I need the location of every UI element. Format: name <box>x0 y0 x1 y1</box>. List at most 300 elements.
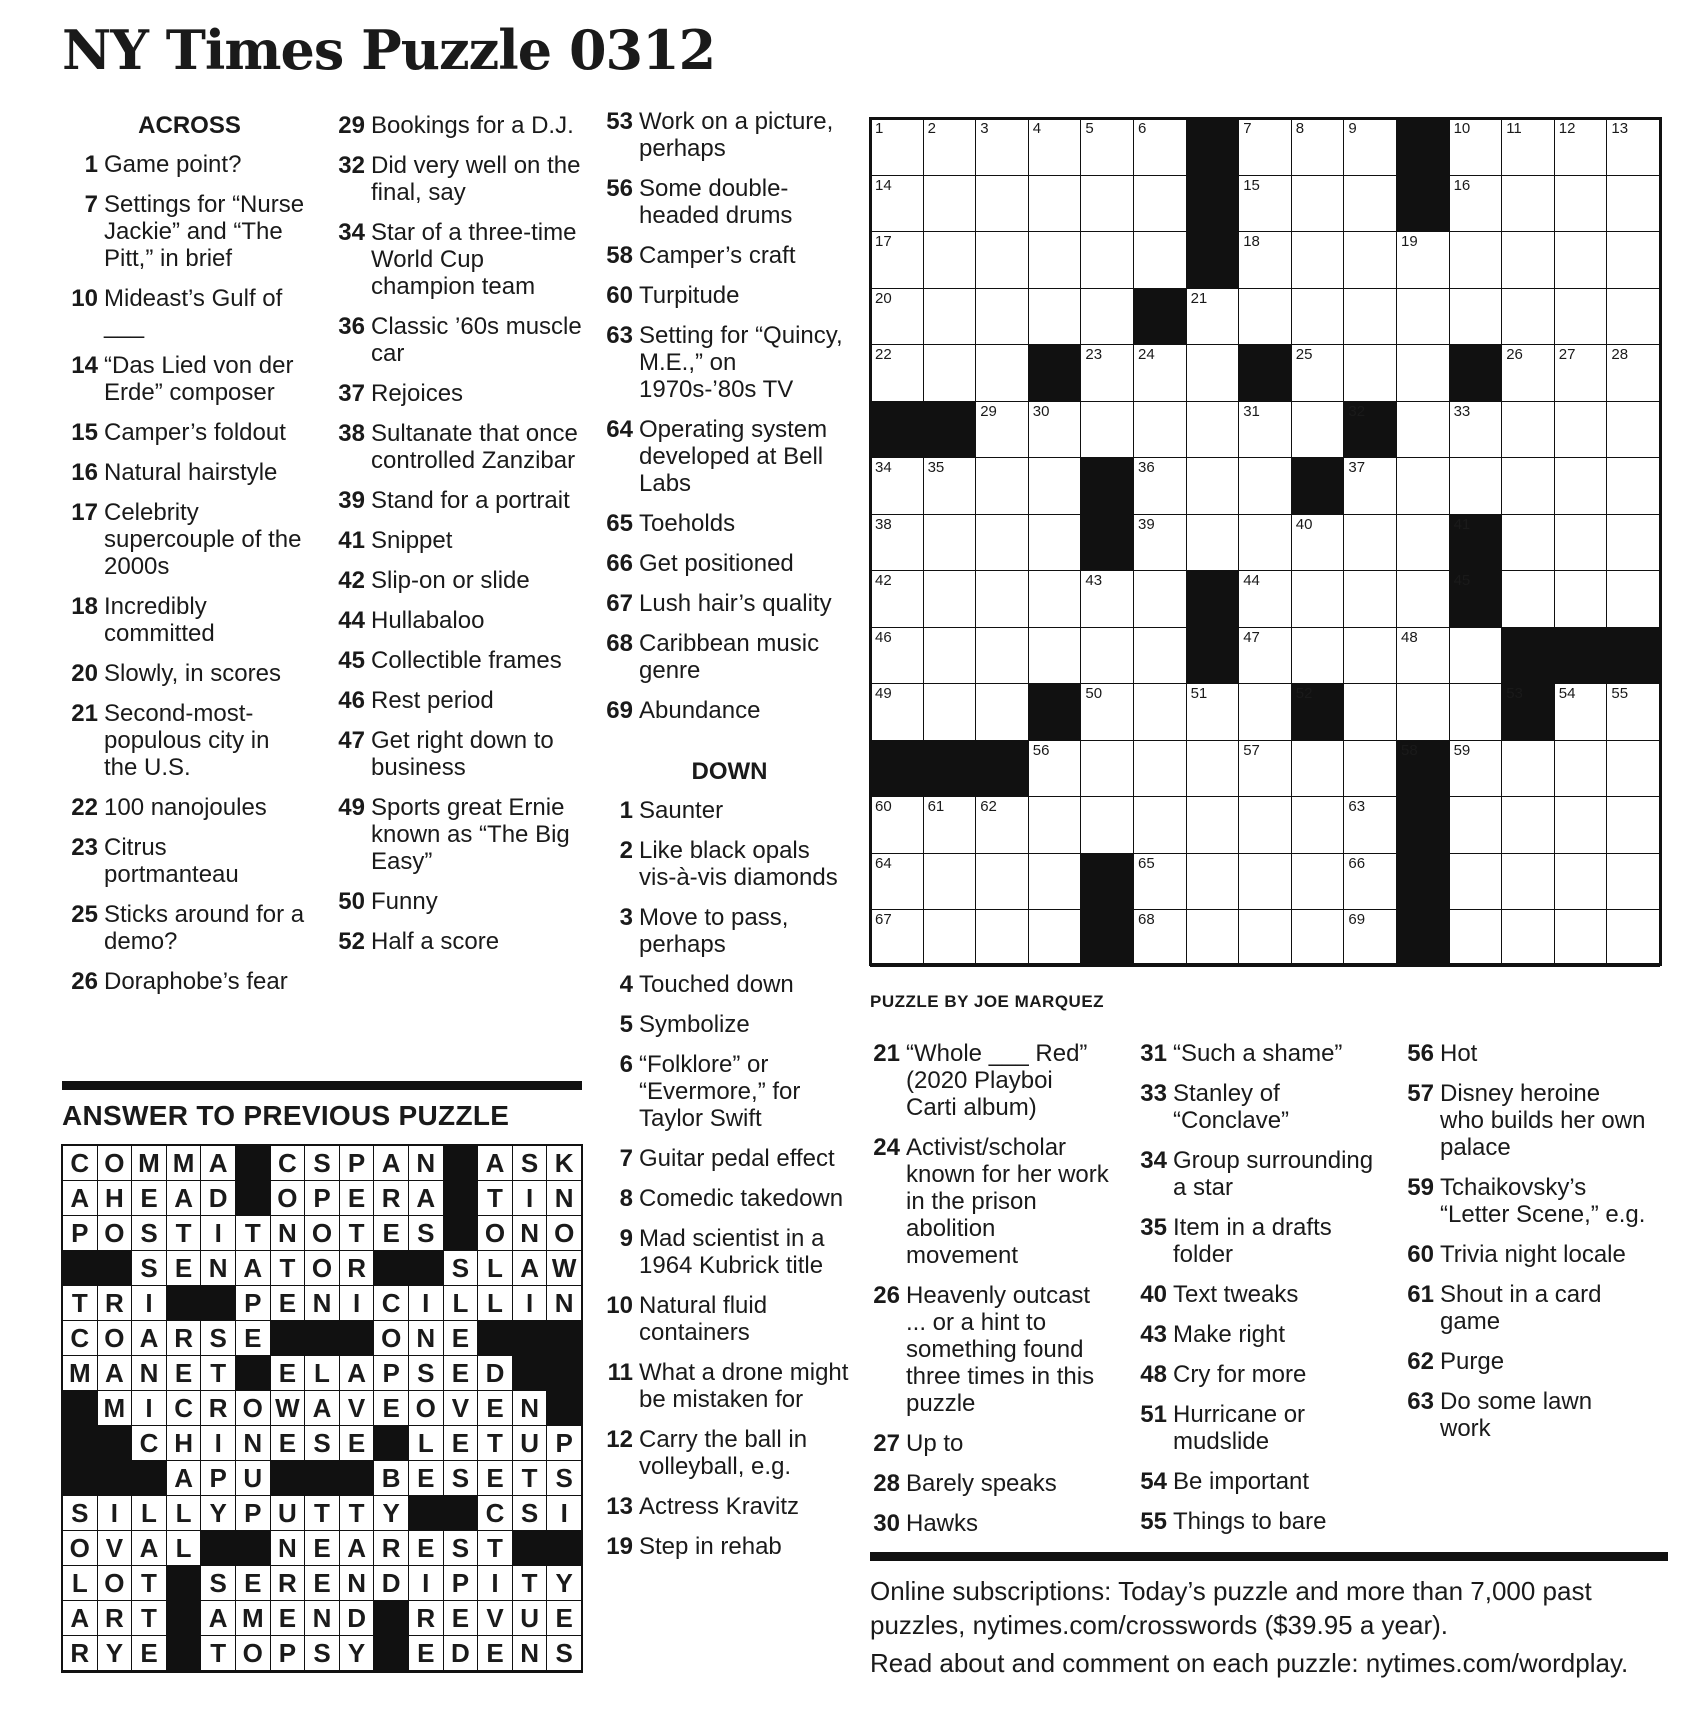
grid-cell[interactable] <box>975 570 1029 628</box>
grid-cell[interactable] <box>1554 570 1608 628</box>
grid-cell[interactable] <box>1133 231 1187 289</box>
clue-text: Bookings for a D.J. <box>371 112 574 139</box>
grid-cell[interactable] <box>1186 457 1240 515</box>
grid-cell[interactable] <box>1554 683 1608 741</box>
answer-block <box>270 1320 306 1356</box>
answer-cell: R <box>97 1600 133 1636</box>
grid-cell[interactable] <box>1449 909 1503 967</box>
grid-cell[interactable] <box>1028 853 1082 911</box>
grid-block <box>1291 457 1345 515</box>
grid-cell[interactable] <box>923 570 977 628</box>
clue-number: 30 <box>873 1510 900 1537</box>
grid-cell[interactable] <box>1343 909 1397 967</box>
grid-cell[interactable] <box>1396 401 1450 459</box>
grid-cell[interactable] <box>923 853 977 911</box>
grid-cell[interactable] <box>1449 175 1503 233</box>
clue-item <box>597 510 852 537</box>
grid-block <box>870 401 924 459</box>
grid-cell[interactable] <box>1501 570 1555 628</box>
answer-cell: I <box>512 1180 548 1216</box>
grid-cell[interactable] <box>1238 853 1292 911</box>
grid-cell[interactable] <box>1449 683 1503 741</box>
grid-cell[interactable] <box>923 288 977 346</box>
clue-item <box>62 352 307 406</box>
clue-item <box>597 1292 852 1346</box>
grid-cell[interactable] <box>870 570 924 628</box>
grid-cell[interactable] <box>1554 796 1608 854</box>
grid-cell[interactable] <box>1501 909 1555 967</box>
grid-cell[interactable] <box>1133 401 1187 459</box>
answer-cell: S <box>443 1530 479 1566</box>
clue-number: 48 <box>1140 1361 1167 1388</box>
clue-item <box>1131 1401 1381 1455</box>
answer-cell: S <box>304 1635 340 1671</box>
grid-cell[interactable] <box>1449 796 1503 854</box>
answer-block <box>339 1320 375 1356</box>
answer-cell: T <box>62 1285 98 1321</box>
grid-cell[interactable] <box>1606 457 1660 515</box>
grid-cell[interactable] <box>1133 627 1187 685</box>
answer-block <box>373 1635 409 1671</box>
answer-cell: S <box>512 1495 548 1531</box>
grid-cell[interactable] <box>1396 457 1450 515</box>
grid-cell[interactable] <box>1343 457 1397 515</box>
grid-cell[interactable] <box>975 909 1029 967</box>
grid-cell[interactable] <box>975 514 1029 572</box>
answer-cell: D <box>477 1355 513 1391</box>
answer-cell: V <box>443 1390 479 1426</box>
answer-cell: A <box>62 1600 98 1636</box>
clue-item <box>62 151 307 178</box>
grid-cell[interactable] <box>1133 796 1187 854</box>
grid-cell[interactable] <box>1343 853 1397 911</box>
grid-cell[interactable] <box>870 514 924 572</box>
grid-cell[interactable] <box>1343 627 1397 685</box>
clue-text: Saunter <box>639 797 724 824</box>
clue-number: 31 <box>1140 1040 1167 1067</box>
answer-block <box>131 1460 167 1496</box>
answer-cell: C <box>131 1425 167 1461</box>
grid-cell[interactable] <box>1606 401 1660 459</box>
grid-cell[interactable] <box>1606 118 1660 176</box>
grid-cell[interactable] <box>1449 118 1503 176</box>
clue-text: Settings for “Nurse Jackie” and “The Pitt,” in brief <box>104 191 305 272</box>
clue-item <box>329 567 584 594</box>
grid-cell[interactable] <box>1606 344 1660 402</box>
grid-cell[interactable] <box>1186 796 1240 854</box>
grid-cell[interactable] <box>1501 457 1555 515</box>
answer-cell: T <box>200 1635 236 1671</box>
grid-cell[interactable] <box>1080 683 1134 741</box>
answer-block <box>235 1145 271 1181</box>
grid-cell[interactable] <box>1501 514 1555 572</box>
grid-cell[interactable] <box>1343 796 1397 854</box>
grid-cell[interactable] <box>1291 288 1345 346</box>
grid-block <box>923 401 977 459</box>
grid-cell[interactable] <box>1606 514 1660 572</box>
grid-cell[interactable] <box>1238 514 1292 572</box>
answer-cell: Y <box>200 1495 236 1531</box>
clue-text: Rejoices <box>371 380 464 407</box>
answer-cell: N <box>270 1530 306 1566</box>
grid-cell[interactable] <box>1238 118 1292 176</box>
grid-cell[interactable] <box>923 909 977 967</box>
grid-cell[interactable] <box>975 344 1029 402</box>
grid-cell[interactable] <box>1028 796 1082 854</box>
grid-cell[interactable] <box>1238 627 1292 685</box>
grid-cell[interactable] <box>1028 118 1082 176</box>
clue-item <box>1131 1281 1381 1308</box>
grid-cell[interactable] <box>1028 231 1082 289</box>
grid-cell[interactable] <box>1396 344 1450 402</box>
grid-cell[interactable] <box>1501 118 1555 176</box>
grid-cell[interactable] <box>1028 740 1082 798</box>
grid-cell[interactable] <box>1554 457 1608 515</box>
grid-cell[interactable] <box>1554 231 1608 289</box>
grid-cell[interactable] <box>1133 683 1187 741</box>
grid-cell[interactable] <box>1186 288 1240 346</box>
clue-number: 1 <box>619 797 633 824</box>
answer-cell: D <box>200 1180 236 1216</box>
grid-cell[interactable] <box>1291 853 1345 911</box>
grid-cell[interactable] <box>1291 118 1345 176</box>
grid-cell[interactable] <box>1291 740 1345 798</box>
grid-cell[interactable] <box>1238 740 1292 798</box>
answer-block <box>373 1425 409 1461</box>
grid-cell[interactable] <box>923 796 977 854</box>
clue-text: Rest period <box>371 687 494 714</box>
clue-item <box>1131 1080 1381 1134</box>
grid-cell[interactable] <box>1133 344 1187 402</box>
grid-cell[interactable] <box>1554 514 1608 572</box>
grid-cell[interactable] <box>1501 175 1555 233</box>
grid-cell[interactable] <box>1449 401 1503 459</box>
grid-cell[interactable] <box>1028 514 1082 572</box>
grid-cell[interactable] <box>1186 683 1240 741</box>
grid-cell[interactable] <box>870 457 924 515</box>
grid-cell[interactable] <box>1186 514 1240 572</box>
grid-cell[interactable] <box>1080 740 1134 798</box>
grid-cell[interactable] <box>1186 344 1240 402</box>
grid-cell[interactable] <box>1028 909 1082 967</box>
grid-cell[interactable] <box>975 288 1029 346</box>
grid-cell[interactable] <box>1186 740 1240 798</box>
answer-cell: R <box>339 1250 375 1286</box>
grid-cell[interactable] <box>975 796 1029 854</box>
grid-cell[interactable] <box>1238 457 1292 515</box>
grid-block <box>1501 683 1555 741</box>
grid-cell[interactable] <box>1238 401 1292 459</box>
grid-cell[interactable] <box>975 683 1029 741</box>
grid-cell[interactable] <box>870 231 924 289</box>
grid-cell[interactable] <box>1133 175 1187 233</box>
grid-cell[interactable] <box>1080 570 1134 628</box>
answer-cell: N <box>304 1600 340 1636</box>
grid-cell[interactable] <box>1396 288 1450 346</box>
grid-cell[interactable] <box>1343 118 1397 176</box>
clue-text: Celebrity supercouple of the 2000s <box>104 499 302 580</box>
grid-cell[interactable] <box>1291 231 1345 289</box>
answer-cell: E <box>443 1320 479 1356</box>
grid-cell[interactable] <box>1501 796 1555 854</box>
grid-cell[interactable] <box>1449 457 1503 515</box>
grid-cell[interactable] <box>1133 853 1187 911</box>
grid-cell[interactable] <box>1396 627 1450 685</box>
grid-cell[interactable] <box>1606 853 1660 911</box>
answer-block <box>200 1530 236 1566</box>
cell-number: 18 <box>1243 233 1260 250</box>
grid-cell[interactable] <box>1501 740 1555 798</box>
grid-cell[interactable] <box>923 344 977 402</box>
grid-cell[interactable] <box>870 344 924 402</box>
grid-cell[interactable] <box>1133 740 1187 798</box>
cell-number: 42 <box>875 572 892 589</box>
grid-cell[interactable] <box>923 627 977 685</box>
grid-cell[interactable] <box>975 627 1029 685</box>
grid-cell[interactable] <box>1080 175 1134 233</box>
grid-cell[interactable] <box>870 683 924 741</box>
clue-text: “Folklore” or “Evermore,” for Taylor Swift <box>639 1051 801 1132</box>
grid-cell[interactable] <box>1186 909 1240 967</box>
clue-text: Classic ’60s muscle car <box>371 313 582 367</box>
grid-cell[interactable] <box>1133 118 1187 176</box>
grid-cell[interactable] <box>1028 570 1082 628</box>
grid-cell[interactable] <box>1343 288 1397 346</box>
grid-cell[interactable] <box>1291 175 1345 233</box>
grid-cell[interactable] <box>1554 344 1608 402</box>
grid-cell[interactable] <box>1291 401 1345 459</box>
grid-cell[interactable] <box>923 231 977 289</box>
grid-block <box>1080 514 1134 572</box>
cell-number: 43 <box>1085 572 1103 589</box>
grid-cell[interactable] <box>1343 514 1397 572</box>
clue-text: Tchaikovsky’s “Letter Scene,” e.g. <box>1440 1174 1646 1228</box>
grid-cell[interactable] <box>1343 570 1397 628</box>
grid-cell[interactable] <box>1080 401 1134 459</box>
grid-cell[interactable] <box>1238 683 1292 741</box>
grid-cell[interactable] <box>870 288 924 346</box>
grid-cell[interactable] <box>1133 514 1187 572</box>
clue-text: Trivia night locale <box>1440 1241 1626 1268</box>
clue-text: “Whole ___ Red” (2020 Playboi Carti album) <box>906 1040 1088 1121</box>
grid-cell[interactable] <box>1606 796 1660 854</box>
answer-cell: I <box>512 1285 548 1321</box>
grid-cell[interactable] <box>975 175 1029 233</box>
grid-cell[interactable] <box>1291 570 1345 628</box>
grid-cell[interactable] <box>1343 683 1397 741</box>
grid-block <box>1080 853 1134 911</box>
clue-text: Camper’s foldout <box>104 419 286 446</box>
grid-cell[interactable] <box>870 796 924 854</box>
answer-block <box>373 1600 409 1636</box>
grid-block <box>1291 683 1345 741</box>
clue-item <box>597 1225 852 1279</box>
grid-cell[interactable] <box>1606 570 1660 628</box>
answer-cell: N <box>512 1635 548 1671</box>
grid-cell[interactable] <box>923 175 977 233</box>
grid-cell[interactable] <box>870 909 924 967</box>
clue-item <box>1131 1508 1381 1535</box>
grid-cell[interactable] <box>870 175 924 233</box>
grid-block <box>1554 627 1608 685</box>
grid-cell[interactable] <box>1238 288 1292 346</box>
grid-cell[interactable] <box>1080 231 1134 289</box>
grid-cell[interactable] <box>1343 740 1397 798</box>
grid-cell[interactable] <box>1080 627 1134 685</box>
clue-item <box>597 1051 852 1132</box>
clue-number: 1 <box>84 151 98 178</box>
clue-number: 5 <box>619 1011 633 1038</box>
grid-cell[interactable] <box>975 118 1029 176</box>
grid-cell[interactable] <box>1133 457 1187 515</box>
grid-cell[interactable] <box>1080 288 1134 346</box>
grid-cell[interactable] <box>923 118 977 176</box>
clue-text: Hawks <box>906 1510 979 1537</box>
grid-cell[interactable] <box>1343 175 1397 233</box>
grid-cell[interactable] <box>975 853 1029 911</box>
clue-number: 8 <box>619 1185 633 1212</box>
grid-cell[interactable] <box>1238 796 1292 854</box>
grid-cell[interactable] <box>1028 175 1082 233</box>
grid-cell[interactable] <box>1449 288 1503 346</box>
grid-cell[interactable] <box>870 118 924 176</box>
grid-cell[interactable] <box>1606 231 1660 289</box>
grid-cell[interactable] <box>1291 796 1345 854</box>
grid-cell[interactable] <box>1554 118 1608 176</box>
grid-cell[interactable] <box>1291 627 1345 685</box>
answer-cell: U <box>270 1495 306 1531</box>
clue-number: 26 <box>873 1282 900 1309</box>
clue-text: Hullabaloo <box>371 607 485 634</box>
answer-cell: T <box>304 1495 340 1531</box>
grid-cell[interactable] <box>1343 231 1397 289</box>
clue-item <box>329 112 584 139</box>
grid-cell[interactable] <box>923 457 977 515</box>
grid-cell[interactable] <box>1028 627 1082 685</box>
grid-cell[interactable] <box>1238 909 1292 967</box>
grid-cell[interactable] <box>1449 853 1503 911</box>
clue-text: Get right down to business <box>371 727 554 781</box>
grid-cell[interactable] <box>1606 683 1660 741</box>
answer-cell: E <box>131 1180 167 1216</box>
grid-cell[interactable] <box>923 514 977 572</box>
grid-cell[interactable] <box>1449 740 1503 798</box>
clue-number: 59 <box>1407 1174 1434 1201</box>
clue-number: 4 <box>619 971 633 998</box>
cell-number: 49 <box>875 685 892 702</box>
grid-cell[interactable] <box>1449 231 1503 289</box>
answer-cell: S <box>408 1215 444 1251</box>
grid-cell[interactable] <box>1554 401 1608 459</box>
grid-cell[interactable] <box>1554 175 1608 233</box>
grid-cell[interactable] <box>1606 740 1660 798</box>
grid-cell[interactable] <box>975 231 1029 289</box>
grid-cell[interactable] <box>1028 288 1082 346</box>
clue-text: Heavenly outcast ... or a hint to something found three times in this puzzle <box>906 1282 1095 1417</box>
cell-number: 38 <box>875 515 892 533</box>
grid-cell[interactable] <box>1291 344 1345 402</box>
cell-number: 13 <box>1611 120 1629 137</box>
grid-cell[interactable] <box>1554 288 1608 346</box>
grid-cell[interactable] <box>1133 909 1187 967</box>
answer-cell: C <box>166 1390 202 1426</box>
footer-divider <box>870 1552 1668 1561</box>
grid-cell[interactable] <box>1554 740 1608 798</box>
clue-number: 34 <box>1140 1147 1167 1174</box>
grid-cell[interactable] <box>1396 514 1450 572</box>
grid-cell[interactable] <box>1238 175 1292 233</box>
grid-cell[interactable] <box>1554 853 1608 911</box>
cell-number: 55 <box>1611 685 1629 702</box>
answer-cell: O <box>97 1565 133 1601</box>
grid-cell[interactable] <box>1080 796 1134 854</box>
grid-cell[interactable] <box>1291 909 1345 967</box>
grid-cell[interactable] <box>1238 570 1292 628</box>
grid-cell[interactable] <box>1396 570 1450 628</box>
grid-cell[interactable] <box>1501 344 1555 402</box>
answer-cell: A <box>373 1145 409 1181</box>
grid-cell[interactable] <box>1343 344 1397 402</box>
clue-number: 63 <box>1407 1388 1434 1415</box>
grid-cell[interactable] <box>1606 175 1660 233</box>
answer-block <box>546 1320 582 1356</box>
clue-text: Hot <box>1440 1040 1478 1067</box>
answer-cell: R <box>200 1390 236 1426</box>
cell-number: 40 <box>1295 515 1313 533</box>
clue-item <box>329 794 584 875</box>
grid-cell[interactable] <box>1501 231 1555 289</box>
grid-cell[interactable] <box>975 401 1029 459</box>
grid-cell[interactable] <box>1554 909 1608 967</box>
grid-cell[interactable] <box>1080 344 1134 402</box>
grid-cell[interactable] <box>1501 288 1555 346</box>
answer-cell: N <box>339 1565 375 1601</box>
clue-item <box>62 700 307 781</box>
grid-block <box>1028 344 1082 402</box>
grid-cell[interactable] <box>1291 514 1345 572</box>
grid-cell[interactable] <box>1028 401 1082 459</box>
grid-cell[interactable] <box>870 853 924 911</box>
grid-cell[interactable] <box>1501 401 1555 459</box>
grid-cell[interactable] <box>1186 401 1240 459</box>
clue-text: Doraphobe’s fear <box>104 968 288 995</box>
cell-number: 36 <box>1138 459 1155 476</box>
grid-cell[interactable] <box>1501 853 1555 911</box>
grid-cell[interactable] <box>1186 853 1240 911</box>
clue-number: 29 <box>338 112 365 139</box>
clue-number: 17 <box>71 499 98 526</box>
grid-cell[interactable] <box>1606 288 1660 346</box>
grid-cell[interactable] <box>1606 909 1660 967</box>
grid-cell[interactable] <box>1449 627 1503 685</box>
answer-cell: T <box>200 1355 236 1391</box>
grid-cell[interactable] <box>1028 457 1082 515</box>
grid-cell[interactable] <box>975 457 1029 515</box>
grid-cell[interactable] <box>1238 231 1292 289</box>
answer-cell: N <box>546 1180 582 1216</box>
clue-text: Hurricane or mudslide <box>1173 1401 1306 1455</box>
answer-cell: E <box>373 1390 409 1426</box>
grid-cell[interactable] <box>923 683 977 741</box>
grid-cell[interactable] <box>1396 683 1450 741</box>
grid-cell[interactable] <box>1396 231 1450 289</box>
clue-text: Slowly, in scores <box>104 660 281 687</box>
answer-cell: A <box>235 1250 271 1286</box>
grid-cell[interactable] <box>1133 570 1187 628</box>
grid-cell[interactable] <box>1080 118 1134 176</box>
clue-item <box>597 175 852 229</box>
grid-cell[interactable] <box>870 627 924 685</box>
